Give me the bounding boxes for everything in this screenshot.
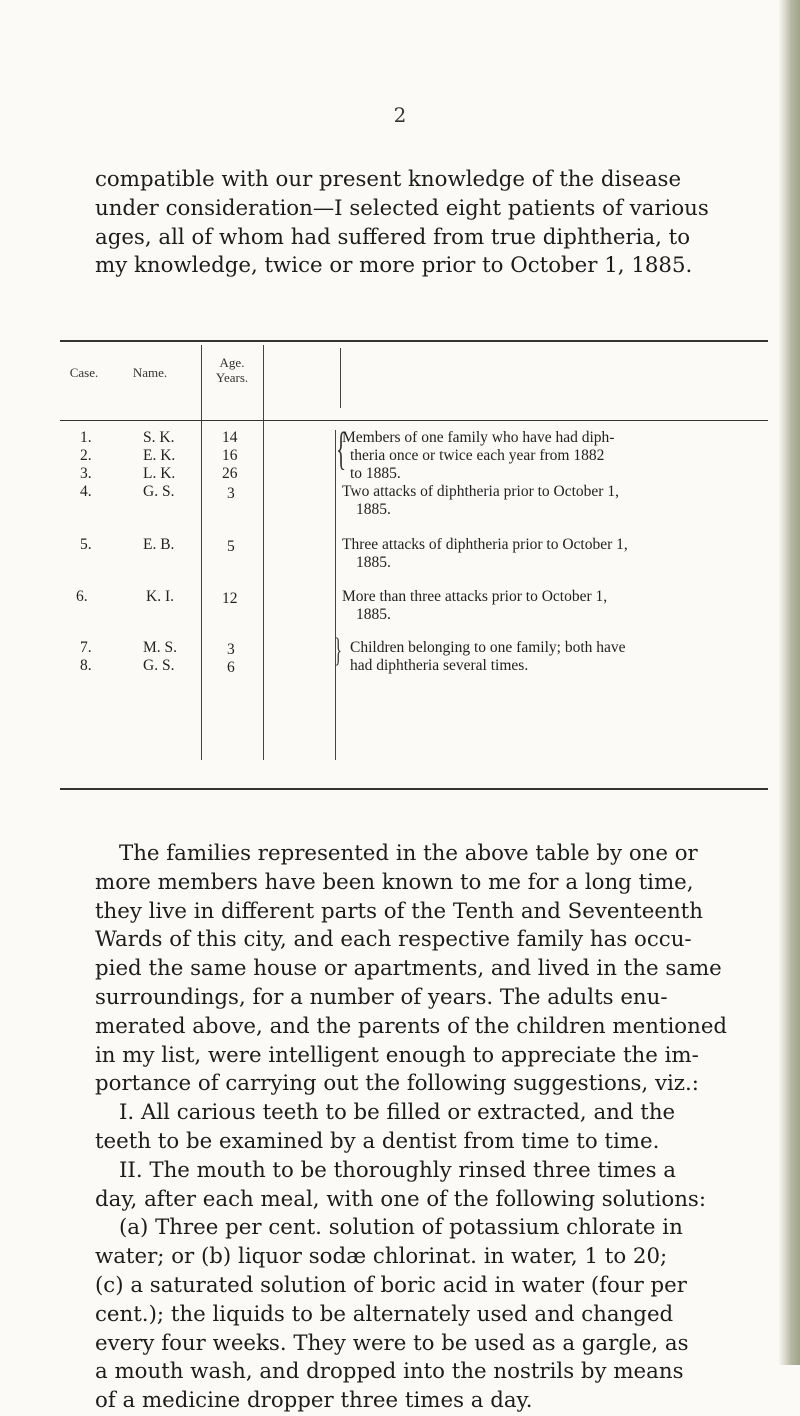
intro-line: ages, all of whom had suffered from true diphtheria, to	[95, 224, 691, 250]
body-line: The families represented in the above table by one or	[119, 841, 698, 866]
cell-case: 4.	[80, 483, 92, 500]
cell-name: E. B.	[143, 536, 175, 553]
body-line: in my list, were intelligent enough to appreciate the im-	[95, 1042, 699, 1068]
description-case-4: Two attacks of diphtheria prior to October 1, 1885.	[342, 483, 619, 518]
body-line: (c) a saturated solution of boric acid in water (four per	[95, 1272, 687, 1298]
body-line: II. The mouth to be thoroughly rinsed three times a	[119, 1157, 677, 1183]
header-name: Name.	[132, 365, 168, 380]
body-line: pied the same house or apartments, and lived in the same	[95, 956, 722, 982]
body-line: more members have been known to me for a long time,	[95, 869, 694, 895]
body-line: surroundings, for a number of years. The adults enu-	[95, 984, 668, 1010]
cell-name: G. S.	[143, 483, 175, 500]
cell-name: K. I.	[146, 588, 174, 605]
page-number: 2	[393, 103, 407, 127]
intro-line: my knowledge, twice or more prior to October 1, 1885.	[95, 253, 693, 279]
description-case-5: Three attacks of diphtheria prior to October 1, 1885.	[342, 536, 628, 571]
intro-paragraph	[95, 166, 735, 281]
body-line: a mouth wash, and dropped into the nostrils by means	[95, 1359, 684, 1385]
body-line: portance of carrying out the following suggestions, viz.:	[95, 1071, 699, 1097]
cell-case: 2.	[80, 447, 92, 464]
cell-age: 5	[227, 538, 235, 555]
body-line: teeth to be examined by a dentist from time to time.	[95, 1128, 660, 1154]
cell-age: 6	[227, 659, 235, 676]
table-top-rule	[60, 340, 768, 342]
description-family-2: Children belonging to one family; both have had diphtheria several times.	[350, 639, 626, 674]
body-line: merated above, and the parents of the children mentioned	[95, 1013, 728, 1039]
intro-line: under consideration—I selected eight patients of various	[95, 195, 709, 221]
cell-name: G. S.	[143, 657, 175, 674]
cell-age: 12	[222, 590, 238, 607]
body-line: I. All carious teeth to be filled or extracted, and the	[119, 1100, 676, 1126]
cell-name: L. K.	[143, 465, 176, 482]
body-paragraph	[95, 840, 735, 1416]
header-case: Case.	[69, 365, 99, 380]
brace-glyph: {	[336, 423, 347, 474]
body-line: of a medicine dropper three times a day.	[95, 1388, 533, 1414]
description-family-1: Members of one family who have had diph- theria once or twice each year from 1882 to 1885.	[342, 429, 615, 482]
body-line: cent.); the liquids to be alternately used and changed	[95, 1301, 674, 1327]
header-age-years: Years.	[215, 370, 249, 385]
body-line: every four weeks. They were to be used as a gargle, as	[95, 1330, 689, 1356]
cell-age: 3	[227, 485, 235, 502]
cell-case: 5.	[80, 536, 92, 553]
column-divider	[201, 345, 202, 760]
cell-age: 14	[222, 429, 238, 446]
cell-age: 3	[227, 641, 235, 658]
intro-line: compatible with our present knowledge of the disease	[95, 167, 682, 192]
table-header-rule	[60, 420, 768, 421]
cell-case: 7.	[80, 639, 92, 656]
cell-case: 8.	[80, 657, 92, 674]
body-line: they live in different parts of the Tenth and Seventeenth	[95, 898, 703, 924]
cell-case: 3.	[80, 465, 92, 482]
body-line: (a) Three per cent. solution of potassium chlorate in	[119, 1215, 683, 1241]
page-edge-shadow	[778, 0, 800, 1365]
cell-age: 16	[222, 447, 238, 464]
column-divider	[263, 345, 264, 760]
cell-name: M. S.	[143, 639, 178, 656]
body-line: water; or (b) liquor sodæ chlorinat. in water, 1 to 20;	[95, 1244, 668, 1270]
cell-name: S. K.	[143, 429, 175, 446]
cell-name: E. K.	[143, 447, 176, 464]
cell-case: 6.	[76, 588, 88, 605]
cell-case: 1.	[80, 429, 92, 446]
table-bottom-rule	[60, 788, 768, 790]
column-divider	[335, 430, 336, 760]
column-divider	[340, 348, 341, 408]
brace-glyph: }	[334, 632, 342, 669]
body-line: day, after each meal, with one of the following solutions:	[95, 1186, 707, 1212]
description-case-6: More than three attacks prior to October 1, 1885.	[342, 588, 608, 623]
header-age: Age.	[219, 355, 245, 370]
cell-age: 26	[222, 465, 238, 482]
body-line: Wards of this city, and each respective family has occu-	[95, 927, 692, 953]
